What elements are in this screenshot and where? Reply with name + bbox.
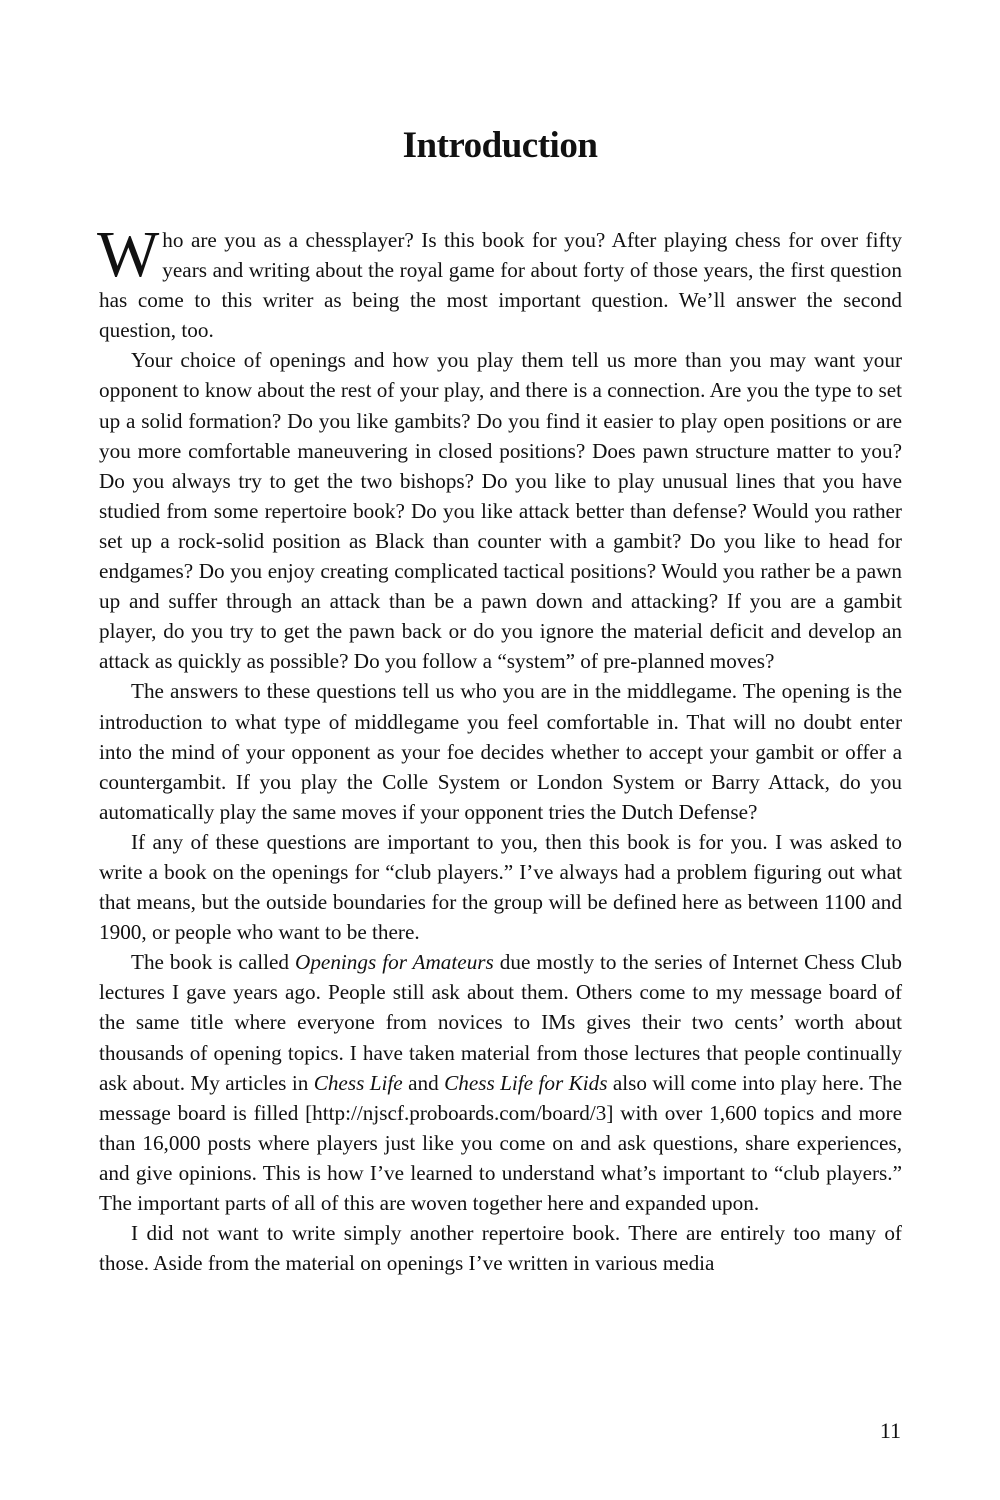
paragraph-4: If any of these questions are important to you, then this book is for you. I was asked to write a book on the openings for “club players.” I’ve always had a problem figuring out what that means, but the outside boundaries for the group will be defined here as between 1100 and 1900, or people who want to be there. [99, 829, 902, 945]
paragraph-6: I did not want to write simply another repertoire book. There are entirely too many of those. Aside from the material on openings I’ve written in various media [99, 1221, 902, 1276]
drop-cap: W [97, 218, 160, 291]
paragraph-5 [99, 947, 902, 1218]
p5-seg-7: also will come into play here. The message board is filled [http://njscf.proboards.com/board/3] with over 1,600 topics and more than 16,000 posts where players just like you come on and ask questions, share experiences, and give opinions. This is how I’ve learned to understand what’s important to “club players.” The important parts of all of this are woven together here and expanded upon. [99, 1070, 902, 1215]
chapter-title: Introduction [402, 125, 598, 166]
page-number: 11 [879, 1418, 901, 1443]
p5-seg-5: and [402, 1070, 445, 1095]
p5-seg-1: The book is called [131, 950, 296, 975]
paragraph-2: Your choice of openings and how you play them tell us more than you may want your opponent to know about the rest of your play, and there is a connection. Are you the type to set up a solid formation? Do you like gambits? Do you find it easier to play open positions or are you more comfortable maneuvering in closed positions? Does pawn structure matter to you? Do you always try to get the two bishops? Do you like to play unusual lines that you have studied from some repertoire book? Do you like attack better than defense? Would you rather set up a rock-solid position as Black than counter with a gambit? Do you like to head for endgames? Do you enjoy creating complicated tactical positions? Would you rather be a pawn up and suffer through an attack than be a pawn down and attacking? If you are a gambit player, do you try to get the pawn back or do you ignore the material deficit and develop an attack as quickly as possible? Do you follow a “system” of pre-planned moves? [99, 348, 902, 674]
magazine-title-chess-life: Chess Life [313, 1070, 403, 1095]
paragraph-1 [97, 218, 902, 345]
paragraph-1-text: ho are you as a chessplayer? Is this book for you? After playing chess for over fifty years and writing about the royal game for about forty of those years, the first question has come to this writer as being the most important question. We’ll answer the second question, too. [99, 228, 902, 343]
body-text [97, 218, 902, 1278]
paragraph-3: The answers to these questions tell us who you are in the middlegame. The opening is the introduction to what type of middlegame you feel comfortable in. That will no doubt enter into the mind of your opponent as your foe decides whether to accept your gambit or offer a countergambit. If you play the Colle System or London System or Barry Attack, do you automatically play the same moves if your opponent tries the Dutch Defense? [99, 679, 902, 824]
book-title-openings-for-amateurs: Openings for Amateurs [295, 950, 494, 975]
p5-seg-3: due mostly to the series of Internet Chess Club lectures I gave years ago. People still ask about them. Others come to my message board of the same title where everyone from novices to IMs gives their two cents’ worth about thousands of opening topics. I have taken material from those lectures that people continually ask about. My articles in [99, 950, 902, 1095]
magazine-title-chess-life-for-kids: Chess Life for Kids [444, 1070, 608, 1095]
